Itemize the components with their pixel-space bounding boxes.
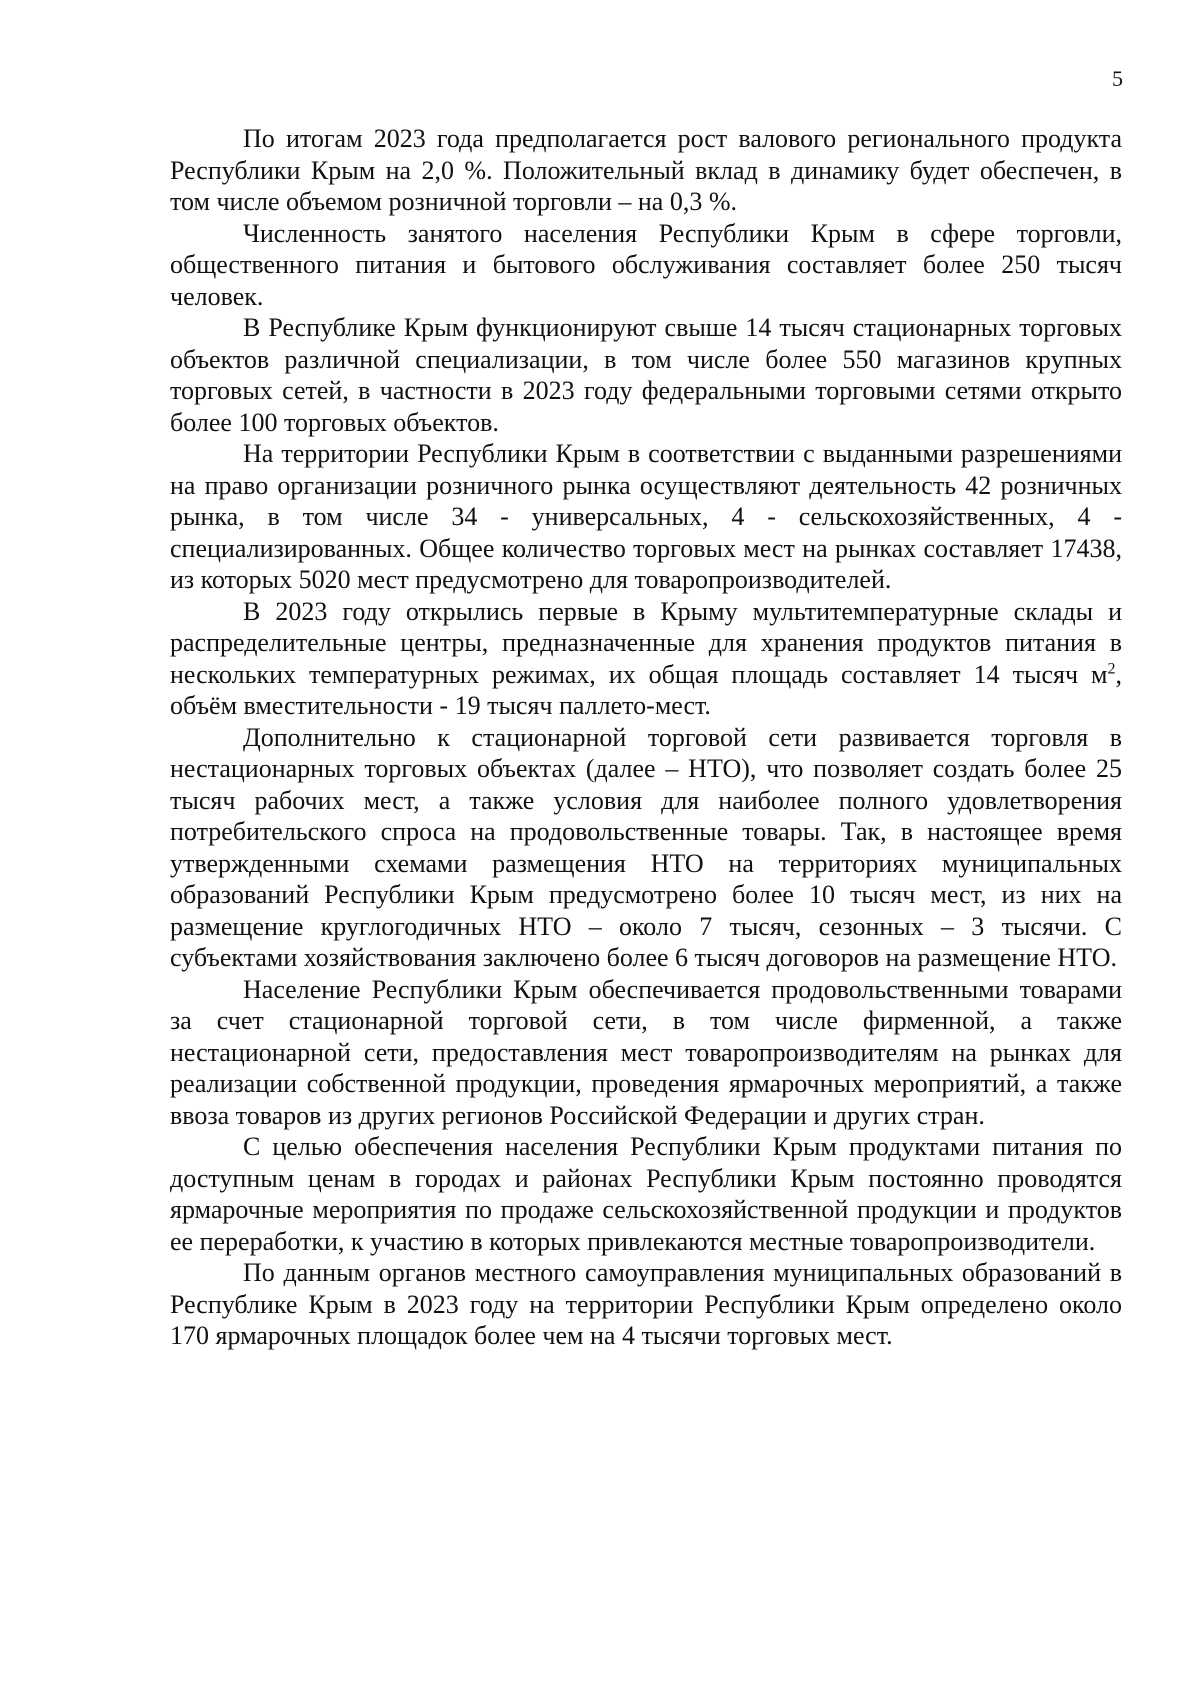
warehouses-text-end: , объём вместительности - 19 тысяч паллето-мест. (170, 659, 1122, 720)
paragraph-employment: Численность занятого населения Республики Крым в сфере торговли, общественного питания и бытового обслуживания составляет более 250 тысяч человек. (170, 218, 1122, 311)
paragraph-retail-objects: В Республике Крым функционируют свыше 14 тысяч стационарных торговых объектов различной специализации, в том числе более 550 магазинов крупных торговых сетей, в частности в 2023 году федеральными торговыми сетями открыто более 100 торговых объектов. (170, 313, 1122, 437)
document-body (170, 123, 1122, 1352)
warehouses-text-start: В 2023 году открылись первые в Крыму мультитемпературные склады и распределительные центры, предназначенные для хранения продуктов питания в нескольких температурных режимах, их общая площадь составляет 14 тысяч м (170, 596, 1122, 689)
paragraph-fair-sites: По данным органов местного самоуправления муниципальных образований в Республике Крым в 2023 году на территории Республики Крым определено около 170 ярмарочных площадок более чем на 4 тысячи торговых мест. (170, 1258, 1122, 1350)
page-number: 5 (1112, 66, 1123, 91)
paragraph-food-supply: Население Республики Крым обеспечивается продовольственными товарами за счет стационарной торговой сети, в том числе фирменной, а также нестационарной сети, предоставления мест товаропроизводителям на рынках для реализации собственной продукции, проведения ярмарочных мероприятий, а также ввоза товаров из других регионов Российской Федерации и других стран. (170, 974, 1122, 1130)
paragraph-warehouses (170, 596, 1122, 722)
paragraph-nonstationary-trade: Дополнительно к стационарной торговой сети развивается торговля в нестационарных торговых объектах (далее – НТО), что позволяет создать более 25 тысяч рабочих мест, а также условия для наиболее полного удовлетворения потребительского спроса на продовольственные товары. Так, в настоящее время утвержденными схемами размещения НТО на территориях муниципальных образований Республики Крым предусмотрено более 10 тысяч мест, из них на размещение круглогодичных НТО – около 7 тысяч, сезонных – 3 тысячи. С субъектами хозяйствования заключено более 6 тысяч договоров на размещение НТО. (170, 722, 1122, 972)
square-meter-superscript: 2 (1107, 659, 1116, 677)
paragraph-grp-growth: По итогам 2023 года предполагается рост валового регионального продукта Республики Крым на 2,0 %. Положительный вклад в динамику будет обеспечен, в том числе объемом розничной торговли – на 0,3 %. (170, 124, 1122, 216)
paragraph-markets: На территории Республики Крым в соответствии с выданными разрешениями на право организации розничного рынка осуществляют деятельность 42 розничных рынка, в том числе 34 - универсальных, 4 - сельскохозяйственных, 4 - специализированных. Общее количество торговых мест на рынках составляет 17438, из которых 5020 мест предусмотрено для товаропроизводителей. (170, 439, 1122, 594)
paragraph-fairs: С целью обеспечения населения Республики Крым продуктами питания по доступным ценам в городах и районах Республики Крым постоянно проводятся ярмарочные мероприятия по продаже сельскохозяйственной продукции и продуктов ее переработки, к участию в которых привлекаются местные товаропроизводители. (170, 1132, 1122, 1256)
